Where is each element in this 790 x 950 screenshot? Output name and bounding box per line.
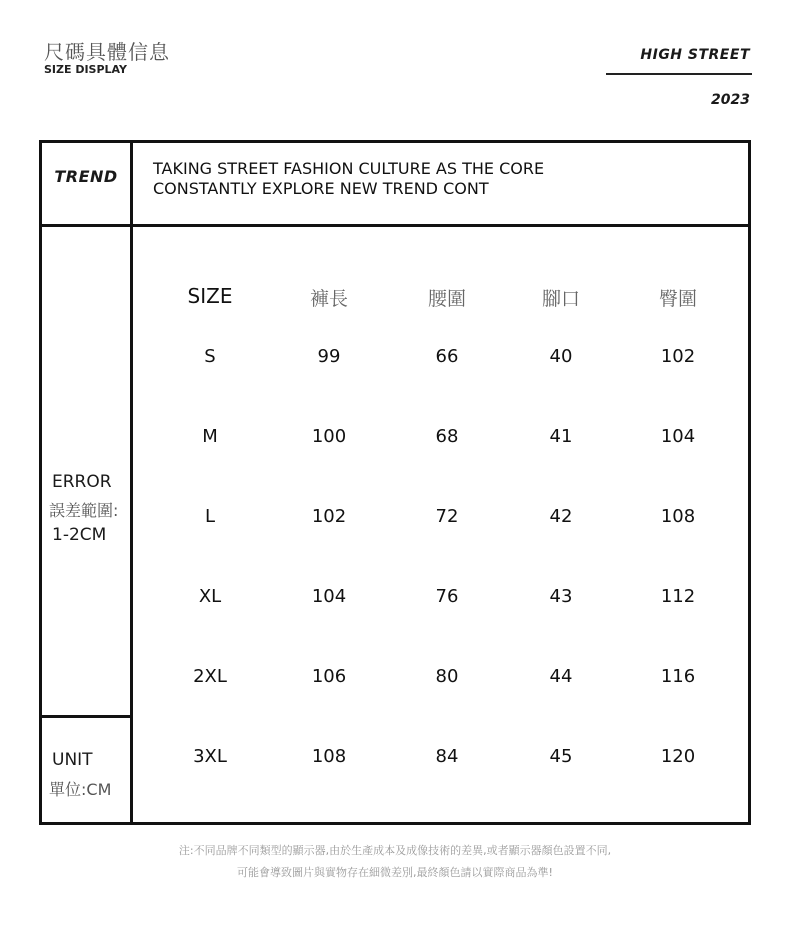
header-hem: 腳口: [541, 288, 580, 310]
page-title-cn: 尺碼具體信息: [44, 40, 170, 64]
cell-length: 106: [311, 666, 347, 687]
cell-waist: 84: [435, 746, 459, 767]
frame-divider-vertical: [130, 140, 133, 825]
footer-note-line-1: 注:不同品牌不同類型的顯示器,由於生產成本及成像技術的差異,或者顯示器顏色設置不同,: [178, 844, 612, 857]
frame-divider-header: [39, 224, 751, 227]
cell-hip: 104: [660, 426, 696, 447]
cell-waist: 66: [435, 346, 459, 367]
cell-hem: 41: [549, 426, 573, 447]
cell-waist: 80: [435, 666, 459, 687]
trend-label: TREND: [54, 167, 118, 186]
frame-divider-sidebar: [39, 715, 133, 718]
cell-waist: 72: [435, 506, 459, 527]
cell-length: 104: [311, 586, 347, 607]
footer-note-line-2: 可能會導致圖片與實物存在細微差別,最終顏色請以實際商品為準!: [237, 866, 553, 879]
cell-length: 102: [311, 506, 347, 527]
cell-length: 108: [311, 746, 347, 767]
cell-size: S: [204, 346, 216, 367]
cell-size: XL: [198, 586, 222, 607]
error-value: 1-2CM: [52, 525, 107, 545]
tagline-line-2: CONSTANTLY EXPLORE NEW TREND CONT: [153, 179, 489, 198]
year-label: 2023: [711, 92, 750, 108]
cell-hem: 45: [549, 746, 573, 767]
cell-waist: 68: [435, 426, 459, 447]
cell-size: M: [202, 426, 218, 447]
error-label-en: ERROR: [52, 472, 112, 492]
unit-label-cn: 單位:CM: [49, 780, 112, 799]
tagline-line-1: TAKING STREET FASHION CULTURE AS THE CORE: [153, 159, 545, 178]
cell-size: 3XL: [193, 746, 227, 767]
cell-hip: 112: [660, 586, 696, 607]
cell-hem: 44: [549, 666, 573, 687]
size-table-frame: [39, 140, 751, 825]
cell-waist: 76: [435, 586, 459, 607]
header-size: SIZE: [187, 284, 233, 308]
page-title-en: SIZE DISPLAY: [44, 63, 127, 76]
cell-size: L: [204, 506, 216, 527]
cell-size: 2XL: [193, 666, 227, 687]
cell-length: 100: [311, 426, 347, 447]
error-label-cn: 誤差範圍:: [49, 501, 119, 520]
brand-label: HIGH STREET: [640, 47, 750, 63]
tagline: [153, 159, 544, 199]
cell-hip: 120: [660, 746, 696, 767]
cell-length: 99: [317, 346, 341, 367]
cell-hip: 116: [660, 666, 696, 687]
unit-label-en: UNIT: [52, 750, 93, 770]
cell-hip: 102: [660, 346, 696, 367]
header-waist: 腰圍: [427, 288, 466, 310]
cell-hip: 108: [660, 506, 696, 527]
cell-hem: 40: [549, 346, 573, 367]
brand-underline: [606, 73, 752, 75]
header-hip: 臀圍: [658, 288, 697, 310]
cell-hem: 43: [549, 586, 573, 607]
cell-hem: 42: [549, 506, 573, 527]
header-length: 褲長: [309, 288, 348, 310]
